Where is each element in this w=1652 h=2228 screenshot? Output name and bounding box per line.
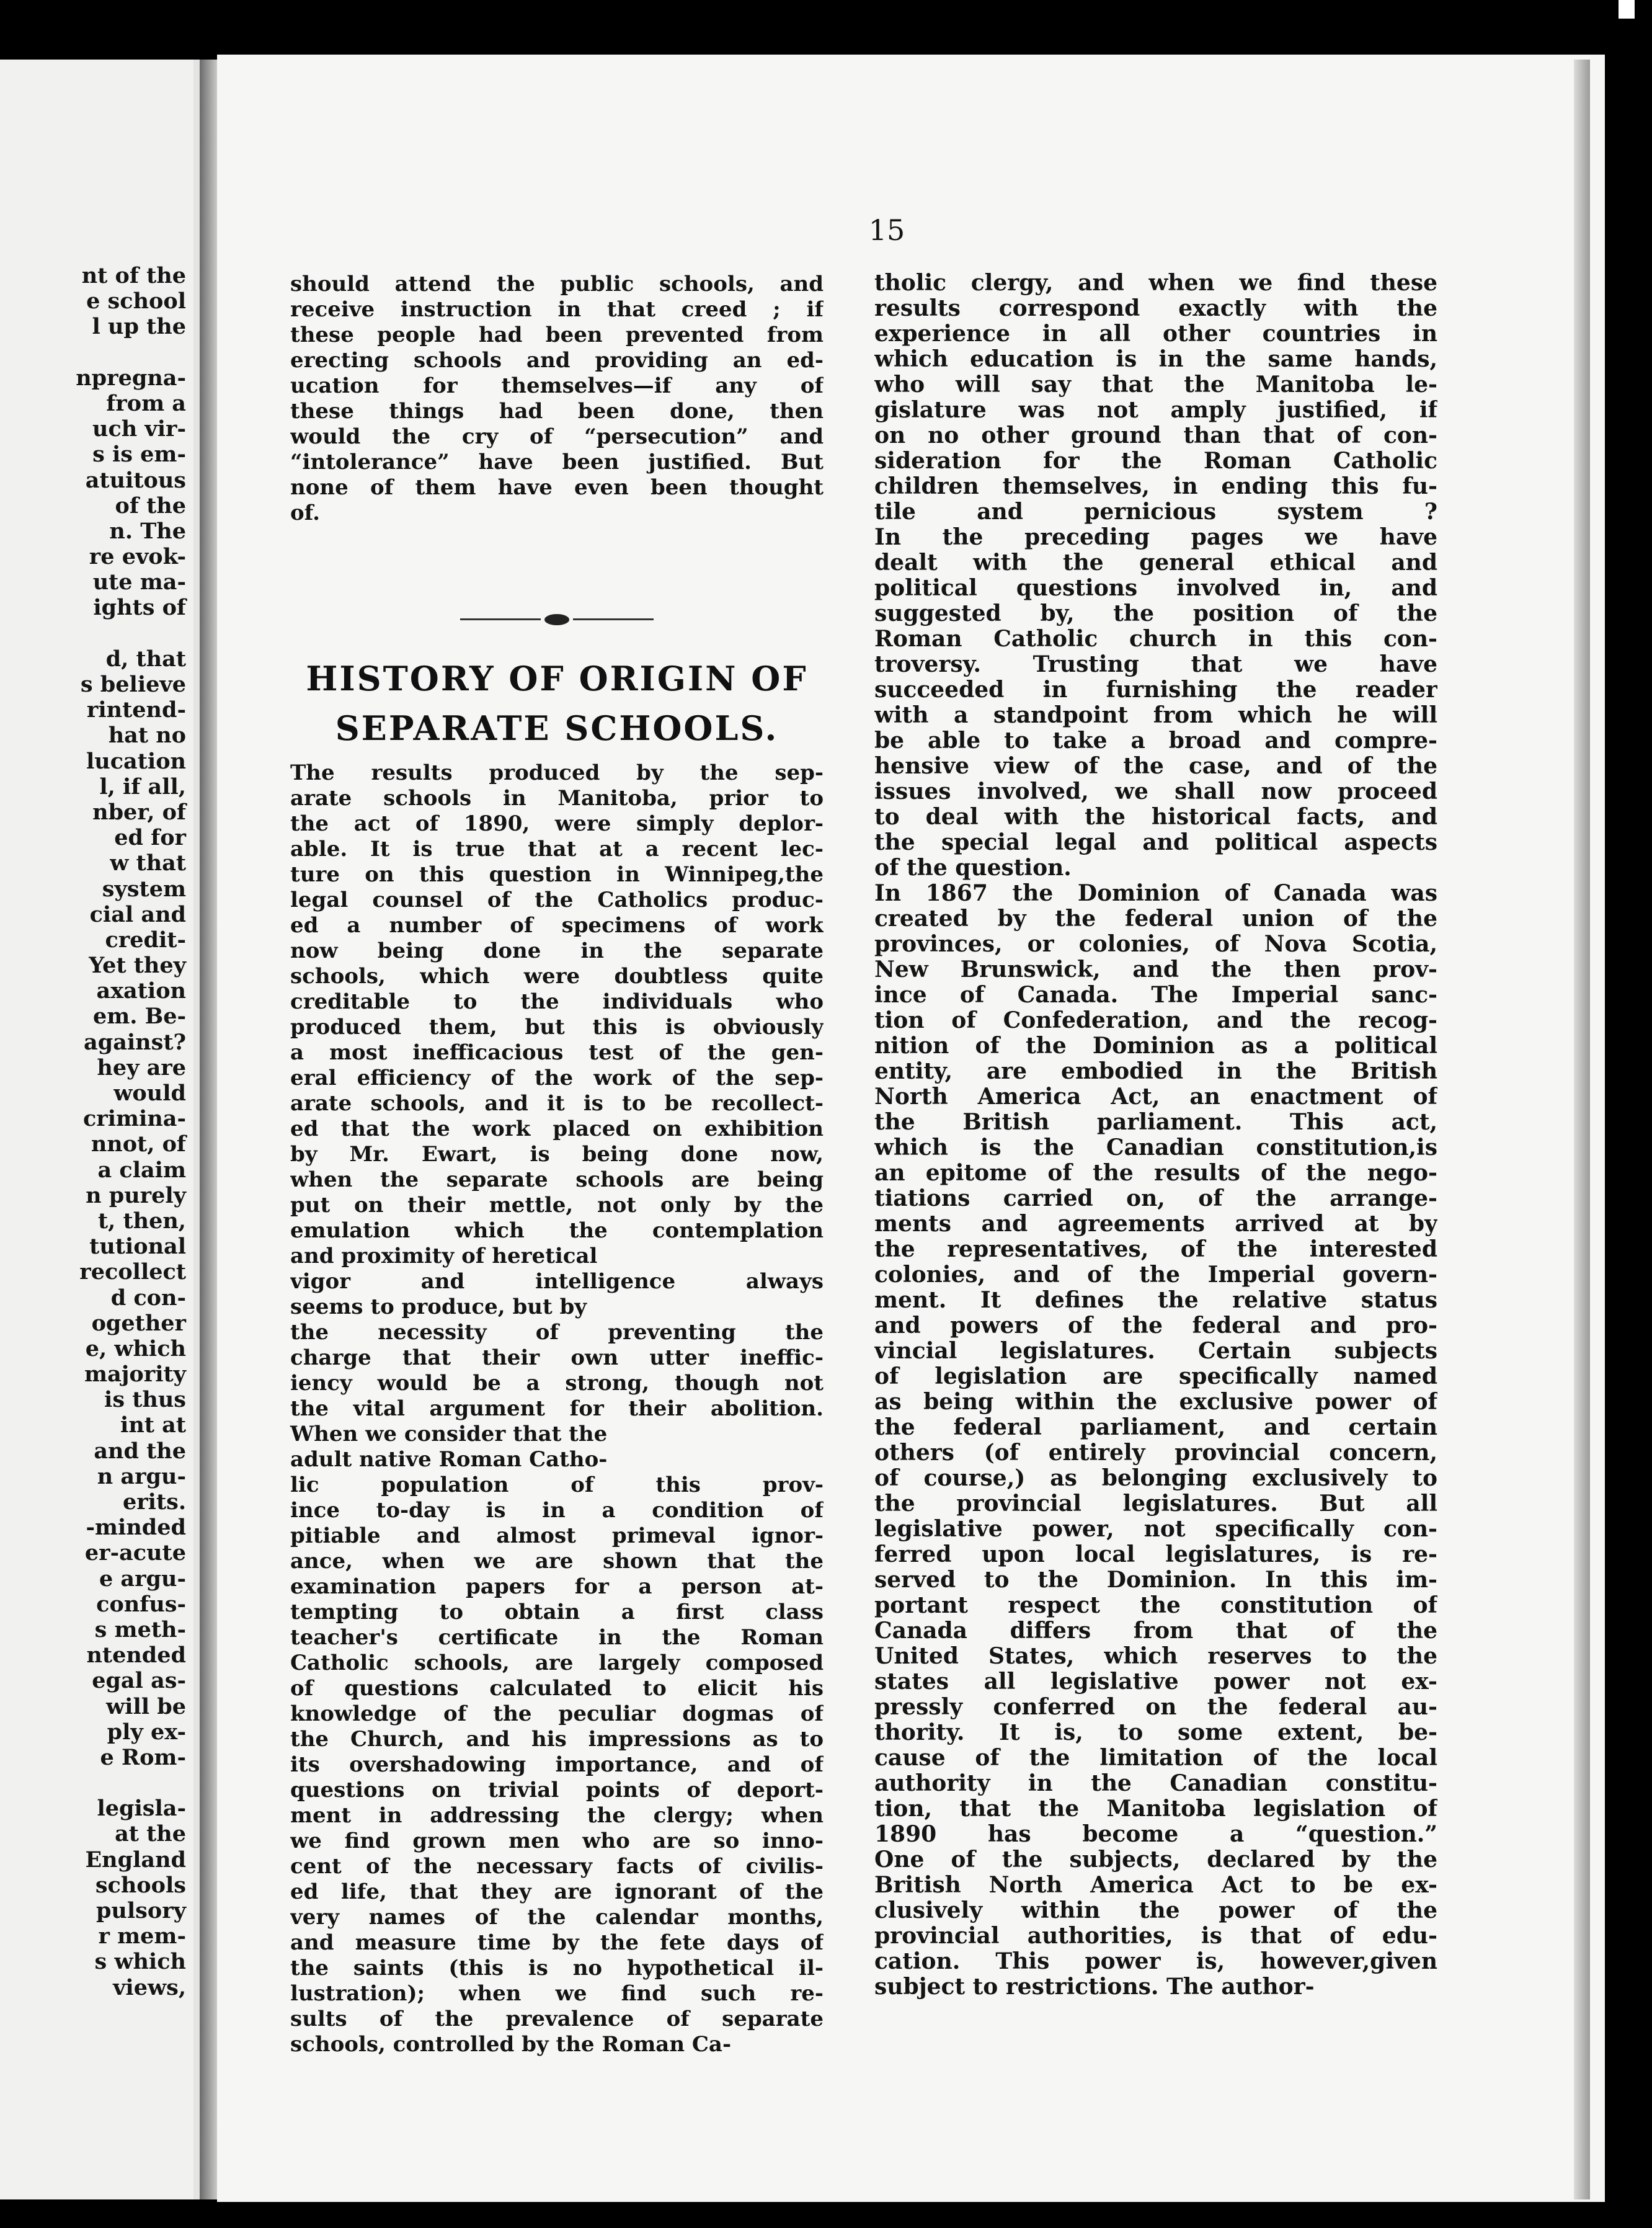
section-heading-line-2: SEPARATE SCHOOLS. [335, 708, 779, 748]
text-line: Roman Catholic church in this con- [874, 626, 1437, 652]
text-line: ince of Canada. The Imperial sanc- [874, 983, 1437, 1008]
text-line: creditable to the individuals who [290, 989, 824, 1014]
fragment-line: crimina- [82, 1106, 186, 1132]
text-line: should attend the public schools, and [290, 272, 824, 296]
text-line: political questions involved in, and [874, 576, 1437, 601]
text-line: by Mr. Ewart, is being done now, [290, 1142, 824, 1167]
text-line: to deal with the historical facts, and [874, 804, 1437, 830]
text-line: these things had been done, then [290, 399, 824, 424]
text-line: cent of the necessary facts of civilis- [290, 1854, 824, 1879]
fragment-line: er-acute [84, 1540, 186, 1566]
fragment-line: d, that [105, 646, 186, 672]
fragment-line: lucation [86, 748, 186, 774]
fragment-line: recollect [79, 1259, 186, 1285]
fragment-line: s is em- [92, 442, 186, 468]
fragment-line: nt of the [81, 263, 186, 288]
text-line: of the question. [874, 855, 1072, 881]
text-line: experience in all other countries in [874, 321, 1437, 347]
text-line: ed a number of specimens of work [290, 913, 824, 938]
fragment-line: egal as- [92, 1668, 186, 1694]
section-heading-line-1: HISTORY OF ORIGIN OF [306, 659, 808, 698]
text-line: knowledge of the peculiar dogmas of [290, 1701, 824, 1726]
text-line: issues involved, we shall now proceed [874, 779, 1437, 804]
text-line: legislative power, not specifically con- [874, 1517, 1437, 1542]
text-line: ucation for themselves—if any of [290, 373, 824, 398]
text-line: emulation which the contemplation [290, 1218, 824, 1243]
text-line: on no other ground than that of con- [874, 423, 1437, 448]
fragment-line: e Rom- [100, 1744, 186, 1770]
fragment-line: s believe [80, 672, 186, 697]
fragment-line: hat no [108, 723, 186, 749]
scan-corner-mark [1619, 0, 1635, 19]
fragment-line: n. The [109, 518, 186, 544]
fragment-line: will be [106, 1693, 186, 1719]
text-line: charge that their own utter ineffic- [290, 1345, 824, 1370]
text-line: The results produced by the sep- [290, 760, 824, 785]
text-line: pressly conferred on the federal au- [874, 1695, 1437, 1720]
fragment-line: against? [84, 1029, 186, 1055]
text-line: succeeded in furnishing the reader [874, 677, 1437, 703]
text-line: the British parliament. This act, [874, 1110, 1437, 1135]
text-line: a most inefficacious test of the gen- [290, 1040, 824, 1065]
fragment-line: tutional [89, 1234, 186, 1260]
text-line: Canada differs from that of the [874, 1618, 1437, 1644]
text-line: the Church, and his impressions as to [290, 1727, 824, 1752]
text-line: tile and pernicious system ? [874, 499, 1437, 525]
text-line: In the preceding pages we have [874, 525, 1437, 550]
text-line: able. It is true that at a recent lec- [290, 837, 824, 862]
text-line: created by the federal union of the [874, 906, 1437, 932]
fragment-line: credit- [105, 927, 186, 953]
text-line: the special legal and political aspects [874, 830, 1437, 855]
text-line: One of the subjects, declared by the [874, 1847, 1437, 1873]
text-line: Catholic schools, are largely composed [290, 1651, 824, 1675]
text-line: ture on this question in Winnipeg,the [290, 862, 824, 887]
text-line: schools, which were doubtless quite [290, 964, 824, 989]
fragment-line: a claim [97, 1157, 186, 1183]
text-line: lustration); when we find such re- [290, 1981, 824, 2006]
fragment-line: -minded [86, 1515, 186, 1541]
text-line: the federal parliament, and certain [874, 1415, 1437, 1440]
fragment-line: ogether [91, 1310, 186, 1336]
text-line: be able to take a broad and compre- [874, 728, 1437, 754]
fragment-line: hey are [97, 1054, 186, 1081]
text-line: put on their mettle, not only by the [290, 1193, 824, 1218]
page-number: 15 [868, 213, 905, 247]
text-line: portant respect the constitution of [874, 1593, 1437, 1618]
fragment-line: majority [84, 1361, 186, 1388]
text-line: receive instruction in that creed ; if [290, 297, 824, 322]
text-line: legal counsel of the Catholics produc- [290, 888, 824, 912]
column-right-text [874, 270, 1437, 2000]
text-line: and proximity of heretical [290, 1244, 598, 1268]
fragment-line: re evok- [89, 544, 186, 570]
fragment-line: Yet they [89, 953, 186, 979]
fragment-line: ed for [114, 825, 186, 851]
text-line: states all legislative power not ex- [874, 1669, 1437, 1695]
fragment-line: from a [106, 390, 186, 416]
text-line: authority in the Canadian constitu- [874, 1771, 1437, 1796]
column-mid-body-text [290, 760, 824, 2057]
fragment-line: atuitous [85, 467, 186, 493]
text-line: ment. It defines the relative status [874, 1288, 1437, 1313]
fragment-line: l up the [92, 314, 186, 340]
text-line: United States, which reserves to the [874, 1644, 1437, 1669]
page [217, 55, 1605, 2202]
text-line: as being within the exclusive power of [874, 1389, 1437, 1415]
facing-page-fragment [0, 60, 200, 2199]
fragment-line: nnot, of [91, 1131, 186, 1157]
text-line: hensive view of the case, and of the [874, 754, 1437, 779]
fragment-line: e, which [85, 1335, 186, 1361]
fragment-line: and the [94, 1438, 186, 1464]
text-line: and powers of the federal and pro- [874, 1313, 1437, 1339]
text-line: gislature was not amply justified, if [874, 398, 1437, 423]
text-line: schools, controlled by the Roman Ca- [290, 2032, 732, 2057]
text-line: adult native Roman Catho- [290, 1447, 608, 1472]
fragment-line: at the [115, 1821, 186, 1847]
text-line: when the separate schools are being [290, 1167, 824, 1192]
fragment-line: n purely [86, 1182, 186, 1208]
text-line: others (of entirely provincial concern, [874, 1440, 1437, 1466]
fragment-line: cial and [89, 901, 186, 927]
text-line: vincial legislatures. Certain subjects [874, 1339, 1437, 1364]
text-line: arate schools in Manitoba, prior to [290, 786, 824, 811]
text-line: tion of Confederation, and the recog- [874, 1008, 1437, 1033]
text-line: served to the Dominion. In this im- [874, 1567, 1437, 1593]
text-line: lic population of this prov- [290, 1473, 824, 1497]
fragment-line: views, [113, 1974, 186, 2000]
fragment-line: of the [115, 492, 186, 519]
fragment-line: d con- [110, 1285, 186, 1311]
text-line: examination papers for a person at- [290, 1574, 824, 1599]
fragment-line: int at [120, 1412, 186, 1438]
text-line: colonies, and of the Imperial govern- [874, 1262, 1437, 1288]
text-line: the saints (this is no hypothetical il- [290, 1956, 824, 1981]
text-line: children themselves, in ending this fu- [874, 474, 1437, 499]
page-edge [1574, 60, 1590, 2199]
column-mid-top-text [290, 272, 824, 526]
text-line: none of them have even been thought [290, 475, 824, 500]
fragment-line: erits. [122, 1489, 186, 1515]
text-line: ments and agreements arrived at by [874, 1211, 1437, 1237]
text-line: the representatives, of the interested [874, 1237, 1437, 1262]
text-line: vigor and intelligence always [290, 1269, 824, 1294]
text-line: suggested by, the position of the [874, 601, 1437, 626]
text-line: of legislation are specifically named [874, 1364, 1437, 1389]
fragment-line [0, 1770, 186, 1796]
fragment-line: nber, of [92, 799, 186, 825]
fragment-line: legisla- [97, 1796, 186, 1822]
text-line: sideration for the Roman Catholic [874, 448, 1437, 474]
text-line: sults of the prevalence of separate [290, 2007, 824, 2031]
text-line: of questions calculated to elicit his [290, 1676, 824, 1701]
text-line: In 1867 the Dominion of Canada was [874, 881, 1437, 906]
book-gutter [200, 60, 217, 2199]
text-line: tempting to obtain a first class [290, 1600, 824, 1624]
text-line: New Brunswick, and the then prov- [874, 957, 1437, 983]
fragment-line: rintend- [86, 697, 186, 723]
text-line: ment in addressing the clergy; when [290, 1803, 824, 1828]
fragment-line: s meth- [94, 1616, 186, 1642]
text-line: the necessity of preventing the [290, 1320, 824, 1345]
text-line: provinces, or colonies, of Nova Scotia, [874, 932, 1437, 957]
section-divider-ornament [290, 608, 824, 628]
fragment-line: npregna- [76, 365, 186, 391]
text-line: these people had been prevented from [290, 323, 824, 347]
fragment-line: uch vir- [92, 416, 186, 442]
text-line: ferred upon local legislatures, is re- [874, 1542, 1437, 1567]
text-line: British North America Act to be ex- [874, 1873, 1437, 1898]
text-line: its overshadowing importance, and of [290, 1752, 824, 1777]
text-line: seems to produce, but by [290, 1294, 587, 1319]
fragment-line [0, 340, 186, 365]
fragment-line [0, 621, 186, 646]
text-line: the act of 1890, were simply deplor- [290, 811, 824, 836]
text-line: 1890 has become a “question.” [874, 1822, 1437, 1847]
text-line: ed that the work placed on exhibition [290, 1116, 824, 1141]
fragment-line: schools [95, 1872, 186, 1898]
fragment-line: em. Be- [92, 1004, 186, 1030]
text-line: pitiable and almost primeval ignor- [290, 1523, 824, 1548]
fragment-line: axation [96, 978, 186, 1004]
fragment-line: ights of [93, 595, 186, 621]
text-line: nition of the Dominion as a political [874, 1033, 1437, 1059]
text-line: now being done in the separate [290, 938, 824, 963]
text-line: North America Act, an enactment of [874, 1084, 1437, 1110]
text-line: with a standpoint from which he will [874, 703, 1437, 728]
text-line: of course,) as belonging exclusively to [874, 1466, 1437, 1491]
text-line: dealt with the general ethical and [874, 550, 1437, 576]
text-line: eral efficiency of the work of the sep- [290, 1066, 824, 1090]
text-line: teacher's certificate in the Roman [290, 1625, 824, 1650]
fragment-line: confus- [96, 1591, 186, 1617]
text-line: thority. It is, to some extent, be- [874, 1720, 1437, 1745]
text-line: tion, that the Manitoba legislation of [874, 1796, 1437, 1822]
text-line: ed life, that they are ignorant of the [290, 1879, 824, 1904]
text-line: and measure time by the fete days of [290, 1930, 824, 1955]
text-line: which education is in the same hands, [874, 347, 1437, 372]
text-line: an epitome of the results of the nego- [874, 1161, 1437, 1186]
fragment-line: is thus [104, 1387, 186, 1413]
fragment-line: s which [94, 1949, 186, 1975]
text-line: provincial authorities, is that of edu- [874, 1923, 1437, 1949]
fragment-line: England [85, 1847, 186, 1873]
fragment-line: e school [86, 288, 186, 314]
fragment-line: l, if all, [99, 773, 186, 800]
text-line: iency would be a strong, though not [290, 1371, 824, 1396]
text-line: tholic clergy, and when we find these [874, 270, 1437, 296]
fragment-line: would [113, 1081, 186, 1106]
text-line: very names of the calendar months, [290, 1905, 824, 1930]
text-line: the vital argument for their abolition. [290, 1396, 824, 1421]
text-line: cation. This power is, however,given [874, 1949, 1437, 1974]
text-line: would the cry of “persecution” and [290, 424, 824, 449]
fragment-line: t, then, [97, 1208, 186, 1234]
text-line: ince to-day is in a condition of [290, 1498, 824, 1523]
text-line: ance, when we are shown that the [290, 1549, 824, 1574]
text-line: tiations carried on, of the arrange- [874, 1186, 1437, 1211]
text-line: we find grown men who are so inno- [290, 1829, 824, 1853]
facing-page-text [0, 263, 186, 2000]
text-line: the provincial legislatures. But all [874, 1491, 1437, 1517]
fragment-line: ntended [86, 1642, 186, 1669]
fragment-line: pulsory [95, 1898, 186, 1923]
text-line: clusively within the power of the [874, 1898, 1437, 1923]
text-line: subject to restrictions. The author- [874, 1974, 1315, 2000]
text-line: questions on trivial points of deport- [290, 1778, 824, 1802]
text-line: results correspond exactly with the [874, 296, 1437, 321]
text-line: troversy. Trusting that we have [874, 652, 1437, 677]
text-line: which is the Canadian constitution,is [874, 1135, 1437, 1161]
text-line: cause of the limitation of the local [874, 1745, 1437, 1771]
text-line: who will say that the Manitoba le- [874, 372, 1437, 398]
fragment-line: ute ma- [92, 569, 186, 595]
fragment-line: e argu- [99, 1566, 186, 1592]
fragment-line: w that [110, 850, 186, 876]
fragment-line: r mem- [98, 1923, 186, 1950]
fragment-line: n argu- [97, 1463, 186, 1489]
text-line: arate schools, and it is to be recollect- [290, 1091, 824, 1116]
fragment-line: system [102, 876, 186, 902]
text-line: produced them, but this is obviously [290, 1015, 824, 1040]
text-line: When we consider that the [290, 1422, 608, 1446]
text-line: entity, are embodied in the British [874, 1059, 1437, 1084]
fragment-line: ply ex- [107, 1719, 186, 1745]
text-line: erecting schools and providing an ed- [290, 348, 824, 373]
text-line: of. [290, 501, 320, 525]
text-line: “intolerance” have been justified. But [290, 450, 824, 475]
